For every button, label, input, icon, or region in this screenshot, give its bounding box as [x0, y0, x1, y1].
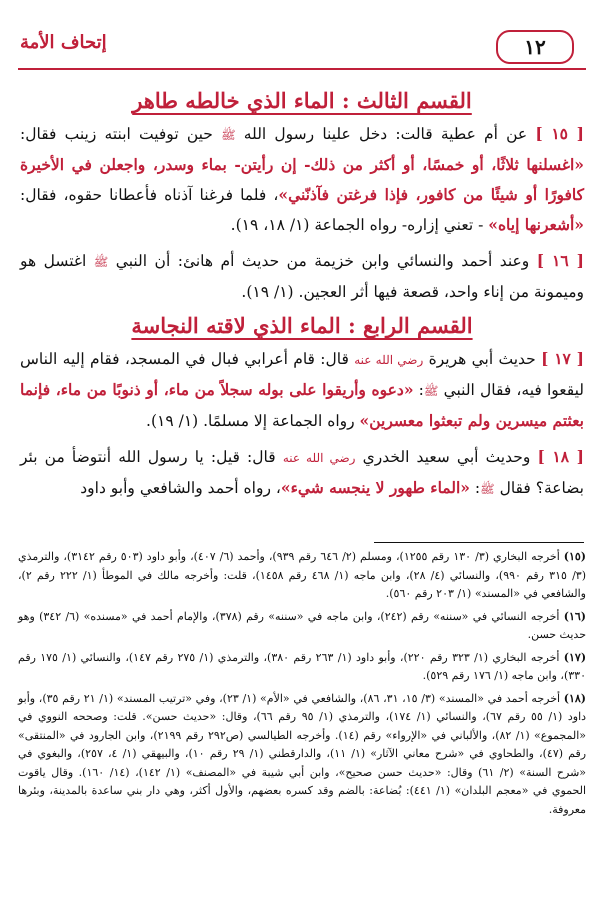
hadith-text: ، رواه أحمد والشافعي وأبو داود — [80, 479, 281, 497]
hadith-text: عن أم عطية قالت: دخل علينا رسول الله — [235, 125, 536, 143]
salutation-mark: ﷺ — [221, 128, 236, 142]
footnote-18 — [18, 690, 586, 820]
footnote-text: أخرجه أحمد في «المسند» (٣/ ١٥، ٣١، ٨٦)، والشافعي في «الأم» (١/ ٢٣)، وفي «ترتيب المسند» (١/ ٢١ رقم ٣٥)، وأبو داود (١/ ٥٥ رقم ٦٧)، والنسائي (١/ ١٧٤)، والترمذي (١/ ٩٥ رقم ٦٦)، وقال: «حديث حسن». قلت: وصححه النووي في «المجموع» (١/ ٨٢)، والألباني في «الإرواء» رقم (١٤). وأخرجه الطيالسي (ص٢٩٢ رقم ٢١٩٩)، وابن الجارود في «المنتقى» رقم (٤٧)، والطحاوي في «شرح معاني الآثار» (١/ ١١)، والدارقطني (١/ ٢٩ رقم ١٠)، والبيهقي (١/ ٤، ٢٥٧)، والبغوي في «شرح السنة» (٢/ ٦١) وقال: «حديث حسن صحيح»، وابن أبي شيبة في «المصنف» (١/ ١٤٢)، (١٤/ ١٦٠). وقال ياقوت الحموي في «معجم البلدان» (١/ ٤٤١): بُضاعة: بالضم وقد كسره بعضهم، والأول أكثر، وهي دار بني ساعدة بالمدينة، وبئرها معروفة. — [18, 691, 587, 816]
hadith-number: [ ١٦ ] — [536, 251, 584, 270]
footnote-label: (١٧) — [563, 650, 587, 664]
section-title-4: القسم الرابع : الماء الذي لاقته النجاسة — [131, 313, 473, 338]
footnote-15 — [18, 548, 586, 604]
hadith-number: [ ١٨ ] — [537, 447, 584, 466]
page-number: ١٢ — [496, 30, 574, 64]
hadith-number: [ ١٧ ] — [541, 349, 585, 368]
salutation-mark: رضي الله عنه — [282, 451, 356, 465]
footnote-text: أخرجه البخاري (١/ ٣٢٣ رقم ٢٢٠)، وأبو داود (١/ ٢٦٣ رقم ٣٨٠)، والترمذي (١/ ٢٧٥ رقم ١٤٧)، والنسائي (١/ ١٧٥ رقم ٣٣٠)، وابن ماجه (١/ ١٧٦ رقم ٥٢٩). — [18, 650, 586, 682]
book-title: إتحاف الأمة — [20, 32, 107, 53]
salutation-mark: ﷺ — [93, 255, 109, 269]
prophetic-quote: «أشعرنها إياه» — [488, 215, 584, 234]
footnote-divider — [374, 542, 584, 543]
hadith-16 — [20, 246, 584, 307]
hadith-text: قال: قام أعرابي فبال في المسجد، فقام إليه الناس ليقعوا فيه، فقال النبي — [20, 350, 585, 399]
main-text — [20, 82, 584, 510]
footnote-label: (١٨) — [563, 691, 587, 705]
footnotes — [18, 548, 586, 823]
hadith-text: وحديث أبي سعيد الخدري — [355, 448, 538, 466]
footnote-17 — [18, 649, 586, 686]
hadith-15 — [20, 119, 584, 240]
footnote-16 — [18, 608, 586, 645]
hadith-text: قال: قيل: يا رسول الله أنتوضأ من بئر بضاعة؟ فقال — [20, 448, 584, 497]
salutation-mark: رضي الله عنه — [354, 353, 424, 367]
prophetic-quote: «دعوه وأريقوا على بوله سجلاً من ماء، أو ذنوبًا من ماء، فإنما بعثتم ميسرين ولم تبعثوا معسرين» — [20, 380, 584, 430]
footnote-text: أخرجه النسائي في «سننه» رقم (٢٤٢)، وابن ماجه في «سننه» رقم (٣٧٨)، والإمام أحمد في «مسنده» (٦/ ٣٤٢) وهو حديث حسن. — [18, 609, 586, 641]
hadith-text: رواه الجماعة إلا مسلمًا. (١/ ١٩). — [146, 412, 360, 430]
footnote-label: (١٦) — [563, 609, 587, 623]
hadith-18 — [20, 442, 584, 504]
header-divider — [18, 68, 586, 70]
hadith-17 — [20, 344, 584, 436]
page-header — [0, 26, 604, 74]
hadith-text: وعند أحمد والنسائي وابن خزيمة من حديث أم هانئ: أن النبي — [108, 252, 537, 270]
hadith-text: : — [413, 381, 424, 399]
hadith-text: ، فلما فرغنا آذناه فأعطانا حقوه، فقال: — [20, 186, 279, 204]
hadith-text: حين توفيت ابنته زينب فقال: — [20, 125, 222, 143]
hadith-text: : — [469, 479, 481, 497]
prophetic-quote: «اغسلنها ثلاثًا، أو خمسًا، أو أكثر من ذلك- إن رأيتن- بماء وسدر، واجعلن في الأخيرة كافورًا أو شيئًا من كافور، فإذا فرغتن فآذنّني» — [20, 155, 584, 204]
footnote-label: (١٥) — [563, 550, 587, 563]
hadith-text: - تعني إزاره- رواه الجماعة (١/ ١٨، ١٩). — [230, 216, 489, 234]
hadith-text: اغتسل هو وميمونة من إناء واحد، قصعة فيها أثر العجين. (١/ ١٩). — [20, 252, 584, 301]
footnote-text: أخرجه البخاري (٣/ ١٣٠ رقم ١٢٥٥)، ومسلم (٢/ ٦٤٦ رقم ٩٣٩)، وأحمد (٦/ ٤٠٧)، وأبو داود (٥٠٣ رقم ٣١٤٢)، والترمذي (٣/ ٣١٥ رقم ٩٩٠)، والنسائي (٤/ ٢٨)، وابن ماجه (١/ ٤٦٨ رقم ١٤٥٨)، قلت: وأخرجه مالك في الموطأ (١/ ٢٢٢ رقم ٢)، والشافعي في «المسند» (١/ ٢٠٣ رقم ٥٦٠). — [18, 550, 586, 600]
hadith-text: حديث أبي هريرة — [423, 350, 542, 368]
hadith-number: [ ١٥ ] — [535, 124, 584, 143]
salutation-mark: ﷺ — [480, 482, 495, 496]
salutation-mark: ﷺ — [423, 384, 439, 398]
prophetic-quote: «الماء طهور لا ينجسه شيء» — [280, 478, 470, 497]
section-title-3: القسم الثالث : الماء الذي خالطه طاهر — [132, 88, 472, 113]
